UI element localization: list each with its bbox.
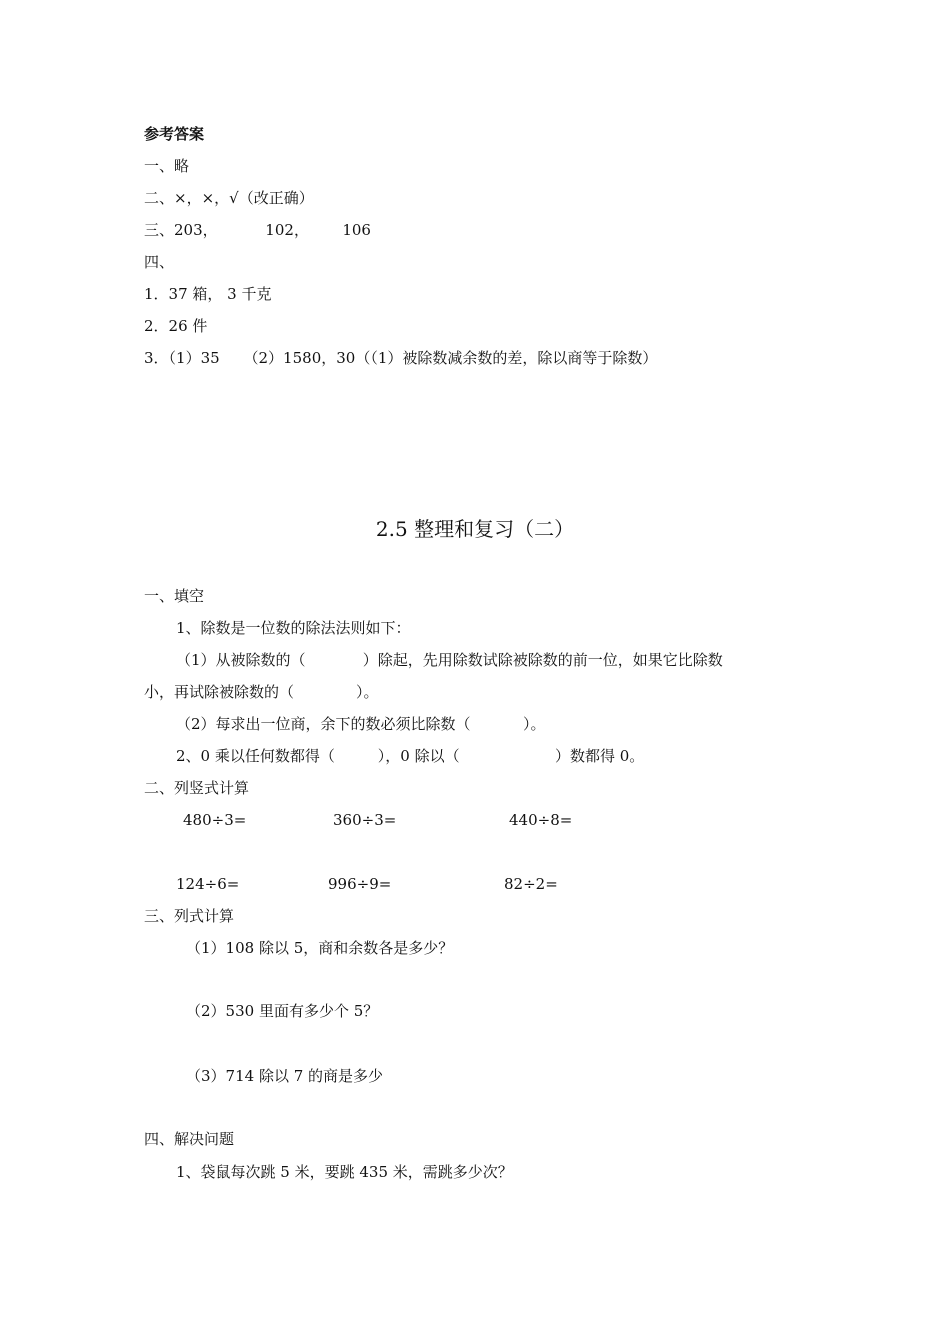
part1-question-2: 2、0 乘以任何数都得（ ），0 除以（ ）数都得 0。 xyxy=(176,747,645,765)
calc-item: 480÷3= xyxy=(183,811,247,829)
answer-item-1: 1．37 箱， 3 千克 xyxy=(144,285,272,303)
part1-question-1a-line1: （1）从被除数的（ ）除起，先用除数试除被除数的前一位，如果它比除数 xyxy=(176,651,723,669)
part4-question-1: 1、袋鼠每次跳 5 米，要跳 435 米，需跳多少次？ xyxy=(176,1163,513,1181)
answer-item-3: 3．（1）35 （2）1580，30（（1）被除数减余数的差，除以商等于除数） xyxy=(144,349,658,367)
answers-heading: 参考答案 xyxy=(144,125,205,143)
part2-heading: 二、列竖式计算 xyxy=(144,779,250,797)
part1-heading: 一、填空 xyxy=(144,587,205,605)
part1-question-1a-line2: 小，再试除被除数的（ ）。 xyxy=(144,683,379,701)
part3-heading: 三、列式计算 xyxy=(144,907,235,925)
part3-question-1: （1）108 除以 5，商和余数各是多少？ xyxy=(186,939,454,957)
calc-item: 440÷8= xyxy=(509,811,573,829)
answer-section-1: 一、略 xyxy=(144,157,190,175)
answer-section-2: 二、×，×，√（改正确） xyxy=(144,189,314,207)
part1-question-1: 1、除数是一位数的除法法则如下： xyxy=(176,619,411,637)
answer-section-3: 三、203， 102， 106 xyxy=(144,221,371,239)
exercise-title: 2.5 整理和复习（二） xyxy=(375,517,575,541)
part4-heading: 四、解决问题 xyxy=(144,1130,235,1148)
part1-question-1b: （2）每求出一位商，余下的数必须比除数（ ）。 xyxy=(176,715,546,733)
calc-item: 124÷6= xyxy=(176,875,240,893)
part3-question-3: （3）714 除以 7 的商是多少 xyxy=(186,1067,384,1085)
calc-item: 996÷9= xyxy=(328,875,392,893)
part3-question-2: （2）530 里面有多少个 5？ xyxy=(186,1002,379,1020)
calc-item: 360÷3= xyxy=(333,811,397,829)
answer-section-4: 四、 xyxy=(144,253,175,271)
calc-item: 82÷2= xyxy=(504,875,558,893)
answer-item-2: 2．26 件 xyxy=(144,317,208,335)
